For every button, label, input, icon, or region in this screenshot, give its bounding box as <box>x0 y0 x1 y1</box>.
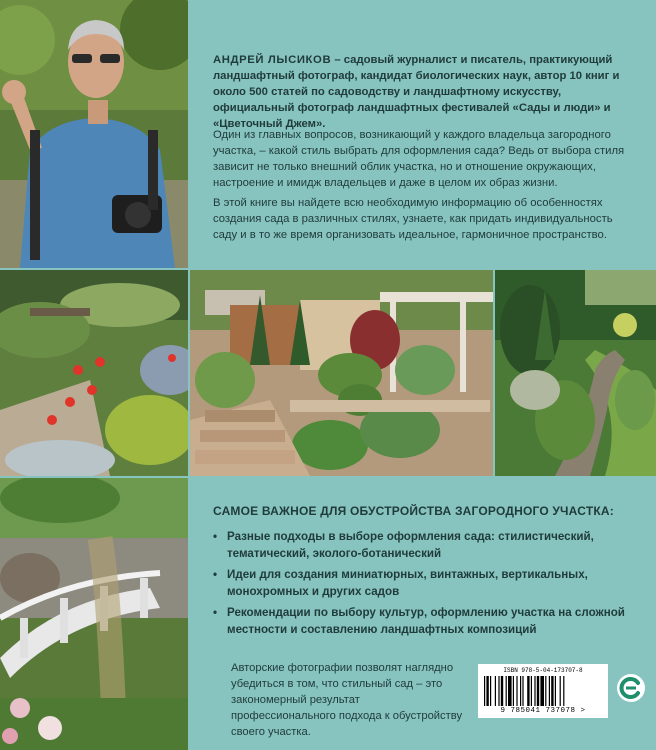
garden-photo-terrace <box>190 270 493 476</box>
garden-photo-bridge <box>0 478 188 750</box>
garden-photo-poppies <box>0 270 188 476</box>
author-bio-text: – садовый журналист и писатель, практикующий ландшафтный фотограф, кандидат биологических наук, автор 10 книг и около 500 статей по садоводству и ландшафтному искусству, официальный фотограф ландшафтных фестивалей «Сады и люди» и «Цветочный Джем». <box>213 54 620 130</box>
barcode-block <box>478 664 608 718</box>
key-list-item <box>213 566 633 600</box>
bullet-icon: • <box>213 606 218 619</box>
eksmo-logo-icon <box>616 673 646 703</box>
barcode-number: 9 785041 737078 > <box>500 707 586 715</box>
barcode-icon <box>484 676 602 706</box>
book-description-paragraph: В этой книге вы найдете всю необходимую информацию об особенностях создания сада в различных стилях, узнаете, как придать индивидуальность саду и в то же время организовать идеальное, гармоничное пространство. <box>213 197 613 241</box>
closing-paragraph: Авторские фотографии позволят наглядно убедиться в том, что стильный сад – это закономерный результат профессионального подхода к обустройству своего участка. <box>231 662 463 738</box>
key-list-item-text: Разные подходы в выборе оформления сада: стилистический, тематический, эколого-ботанический <box>227 530 594 560</box>
key-section-heading: САМОЕ ВАЖНОЕ ДЛЯ ОБУСТРОЙСТВА ЗАГОРОДНОГО УЧАСТКА: <box>213 504 614 518</box>
isbn-label: ISBN 978-5-04-173707-8 <box>503 667 583 674</box>
garden-photo-path <box>495 270 656 476</box>
bullet-icon: • <box>213 530 218 543</box>
author-photo <box>0 0 188 268</box>
key-list-item-text: Рекомендации по выбору культур, оформлению участка на сложной местности и составлению ландшафтных композиций <box>227 606 625 636</box>
author-bio <box>213 52 633 132</box>
bullet-icon: • <box>213 568 218 581</box>
intro-paragraph: Один из главных вопросов, возникающий у каждого владельца загородного участка, – какой стиль выбрать для оформления сада? Ведь от выбора стиля зависит не только внешний облик участка, но и отношение окружающих, настроение и имидж владельцев и даже в целом их образ жизни. <box>213 129 625 189</box>
key-list-item <box>213 604 633 638</box>
key-list-item-text: Идеи для создания миниатюрных, винтажных, вертикальных, монохромных и других садов <box>227 568 588 598</box>
author-name: АНДРЕЙ ЛЫСИКОВ <box>213 54 332 66</box>
key-list-item <box>213 528 633 562</box>
